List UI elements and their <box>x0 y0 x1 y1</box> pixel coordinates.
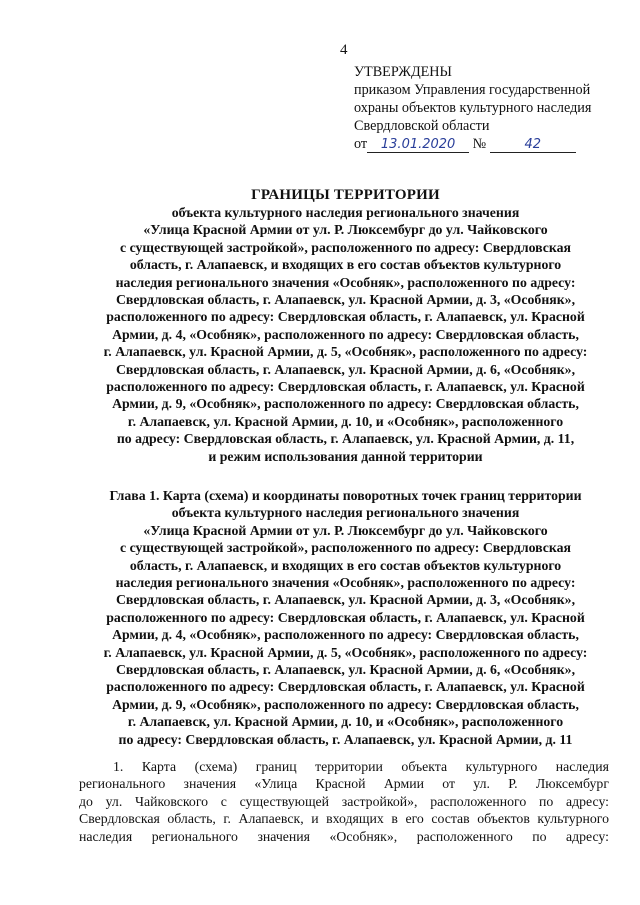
title-line: объекта культурного наследия регионального значения <box>171 205 520 220</box>
chapter-line: с существующей застройкой», расположенного по адресу: Свердловская <box>120 540 571 556</box>
title-line: расположенного по адресу: Свердловская область, г. Алапаевск, ул. Красной <box>106 309 585 325</box>
chapter-line: Свердловская область, г. Алапаевск, ул. Красной Армии, д. 3, «Особняк», <box>115 592 576 608</box>
chapter-line: Армии, д. 4, «Особняк», расположенного по адресу: Свердловская область, <box>112 627 579 643</box>
title-line: и режим использования данной территории <box>208 448 483 464</box>
chapter-line: расположенного по адресу: Свердловская область, г. Алапаевск, ул. Красной <box>106 679 585 695</box>
chapter-line: Армии, д. 9, «Особняк», расположенного по адресу: Свердловская область, <box>112 696 579 712</box>
number-prefix: № <box>472 136 487 152</box>
body-line: 1. Карта (схема) границ территории объекта культурного наследия <box>113 759 609 774</box>
date-value: 13.01.2020 <box>380 137 456 152</box>
number-value: 42 <box>524 137 542 152</box>
chapter-line: по адресу: Свердловская область, г. Алапаевск, ул. Красной Армии, д. 11 <box>118 731 573 747</box>
body-line: регионального значения «Улица Красной Армии от ул. Р. Люксембург <box>79 776 609 792</box>
date-prefix: от <box>354 136 368 152</box>
body-line: Свердловская область, г. Алапаевск, и входящих в его состав объектов культурного <box>79 811 609 827</box>
title-line: Свердловская область, г. Алапаевск, ул. Красной Армии, д. 3, «Особняк», <box>115 292 576 308</box>
chapter-line: г. Алапаевск, ул. Красной Армии, д. 10, и «Особняк», расположенного <box>127 714 564 730</box>
chapter-line: расположенного по адресу: Свердловская область, г. Алапаевск, ул. Красной <box>106 609 585 625</box>
handwritten-number <box>490 137 576 153</box>
body-paragraph <box>79 758 609 845</box>
approval-line: УТВЕРЖДЕНЫ <box>354 64 452 80</box>
page-number: 4 <box>340 42 348 58</box>
title-line: наследия регионального значения «Особняк», расположенного по адресу: <box>115 274 576 290</box>
title-line: Свердловская область, г. Алапаевск, ул. Красной Армии, д. 6, «Особняк», <box>115 361 576 377</box>
title-line: по адресу: Свердловская область, г. Алапаевск, ул. Красной Армии, д. 11, <box>116 431 575 447</box>
title-line: г. Алапаевск, ул. Красной Армии, д. 10, и «Особняк», расположенного <box>127 413 564 429</box>
title-line: Армии, д. 4, «Особняк», расположенного по адресу: Свердловская область, <box>112 326 579 342</box>
approval-line: Свердловской области <box>354 118 490 134</box>
approval-line: приказом Управления государственной <box>354 82 591 98</box>
chapter-line: объекта культурного наследия регионального значения <box>171 505 520 521</box>
chapter-line: наследия регионального значения «Особняк», расположенного по адресу: <box>115 575 576 591</box>
title-line: г. Алапаевск, ул. Красной Армии, д. 5, «Особняк», расположенного по адресу: <box>103 344 588 360</box>
approval-stamp <box>354 63 624 153</box>
title-line: с существующей застройкой», расположенного по адресу: Свердловская <box>120 239 571 255</box>
chapter-line: Свердловская область, г. Алапаевск, ул. Красной Армии, д. 6, «Особняк», <box>115 662 576 678</box>
handwritten-date <box>367 137 469 153</box>
chapter-line: г. Алапаевск, ул. Красной Армии, д. 5, «Особняк», расположенного по адресу: <box>103 644 588 660</box>
body-line: наследия регионального значения «Особняк», расположенного по адресу: <box>79 828 609 844</box>
chapter-line: область, г. Алапаевск, и входящих в его состав объектов культурного <box>129 557 562 573</box>
title-line: расположенного по адресу: Свердловская область, г. Алапаевск, ул. Красной <box>106 379 585 395</box>
approval-line: охраны объектов культурного наследия <box>354 100 592 116</box>
chapter-line: Глава 1. Карта (схема) и координаты поворотных точек границ территории <box>109 488 582 503</box>
title-line: область, г. Алапаевск, и входящих в его состав объектов культурного <box>129 257 562 273</box>
chapter-heading <box>80 487 611 748</box>
title-heading: ГРАНИЦЫ ТЕРРИТОРИИ <box>251 187 440 203</box>
title-line: Армии, д. 9, «Особняк», расположенного по адресу: Свердловская область, <box>112 396 579 412</box>
chapter-line: «Улица Красной Армии от ул. Р. Люксембург до ул. Чайковского <box>143 522 548 538</box>
title-line: «Улица Красной Армии от ул. Р. Люксембург до ул. Чайковского <box>143 222 548 238</box>
document-title <box>80 186 611 465</box>
body-line: до ул. Чайковского с существующей застройкой», расположенного по адресу: <box>79 793 609 809</box>
approval-date-row <box>354 135 624 153</box>
